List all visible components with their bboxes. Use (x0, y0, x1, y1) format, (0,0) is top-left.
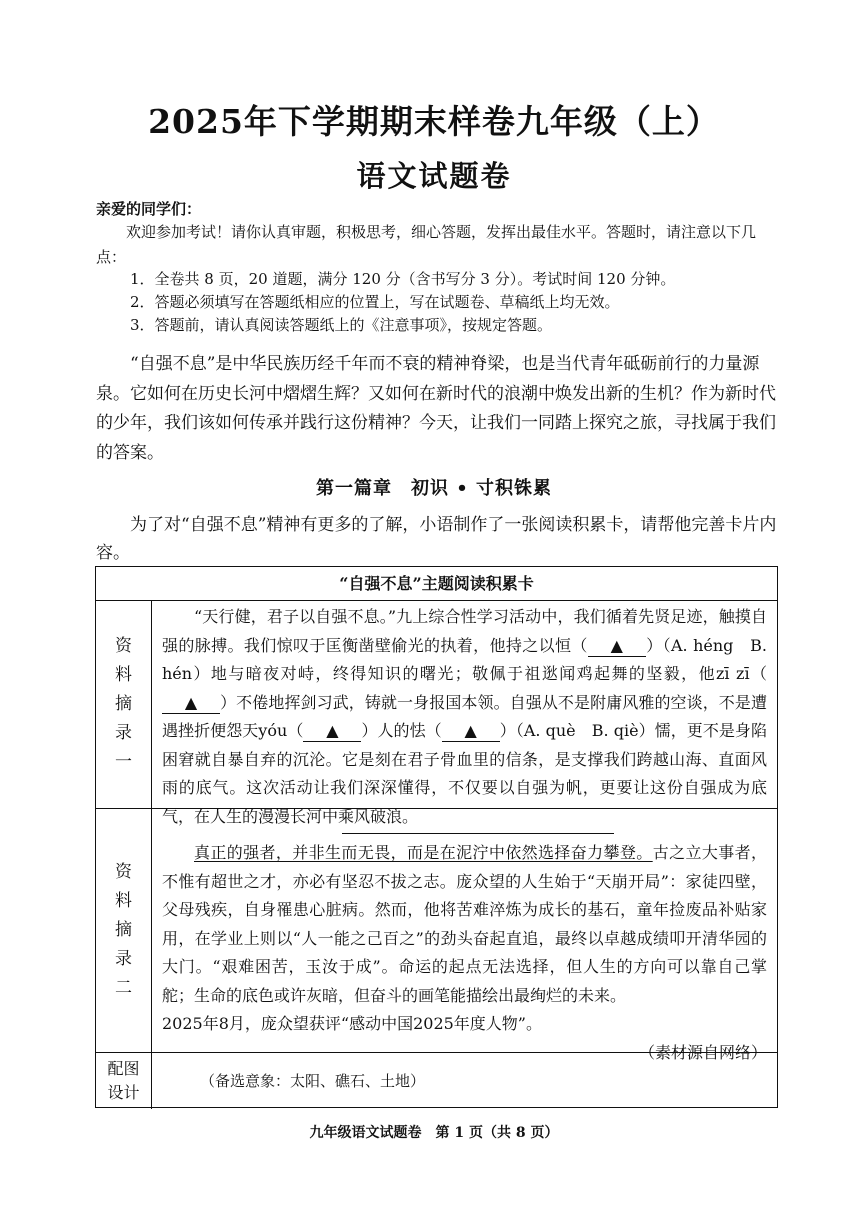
card-row-illustration (96, 1053, 777, 1109)
card-row-excerpt-two (96, 809, 777, 1062)
answer-blank-1[interactable]: ▲ (588, 636, 646, 657)
note-item: 2．答题必须填写在答题纸相应的位置上，写在试题卷、草稿纸上均无效。 (130, 293, 620, 311)
underlined-sentence: 真正的强者，并非生而无畏，而是在泥泞中依然选择奋力攀登。 (194, 843, 653, 862)
answer-blank-2[interactable]: ▲ (162, 693, 220, 714)
reading-card (95, 566, 778, 1108)
source-note: （素材源自网络） (638, 1042, 767, 1062)
chapter-heading: 第一篇章 初识 • 寸积铢累 (315, 478, 553, 499)
row-label: 资料摘录一 (115, 636, 132, 772)
exam-notes (130, 268, 675, 337)
intro-paragraph: “自强不息”是中华民族历经千年而不衰的精神脊梁，也是当代青年砥砺前行的力量源泉。它如何在历史长河中熠熠生辉？又如何在新时代的浪潮中焕发出新的生机？作为新时代的少年，我们该如何传承并践行这份精神？今天，让我们一同踏上探究之旅，寻找属于我们的答案。 (96, 354, 776, 463)
answer-fill-line[interactable] (342, 833, 614, 834)
answer-blank-3[interactable]: ▲ (303, 721, 361, 742)
illustration-options: （备选意象：太阳、礁石、土地） (200, 1072, 426, 1090)
card-title: “自强不息”主题阅读积累卡 (96, 567, 777, 601)
excerpt-two-text: 真正的强者，并非生而无畏，而是在泥泞中依然选择奋力攀登。古之立大事者，不惟有超世之才，亦必有坚忍不拔之志。庞众望的人生始于“天崩开局”：家徒四壁，父母残疾，自身罹患心脏病。然而，他将苦难淬炼为成长的基石，童年捡废品补贴家用，在学业上则以“人一能之己百之”的劲头奋起直追，最终以卓越成绩叩开清华园的大门。“艰难困苦，玉汝于成”。命运的起点无法选择，但人生的方向可以靠自己掌舵；生命的底色或许灰暗，但奋斗的画笔能描绘出最绚烂的未来。 2025年8月，庞众望获评“感动中国2025年度人物”。 （素材源自网络） (162, 839, 767, 1067)
task-instruction: 为了对“自强不息”精神有更多的了解，小语制作了一张阅读积累卡，请帮他完善卡片内容。 (96, 515, 777, 563)
excerpt-one-text: “天行健，君子以自强不息。”九上综合性学习活动中，我们循着先贤足迹，触摸自强的脉搏。我们惊叹于匡衡凿壁偷光的执着，他持之以恒（ ▲ ）（A. héng B. hén）地与暗夜对峙，终得知识的曙光；敬佩于祖逖闻鸡起舞的坚毅，他zī zī（▲ ）不倦地挥剑习武，铸就一身报国本领。自强从不是附庸风雅的空谈，不是遭遇挫折便怨天yóu（ ▲ ）人的怯（ ▲ ）（A. què B. qiè）懦，更不是身陷困窘就自暴自弃的沉沦。它是刻在君子骨血里的信条，是支撑我们跨越山海、直面风雨的底气。这次活动让我们深深懂得，不仅要以自强为帆，更要让这份自强成为底气，在人生的漫漫长河中乘风破浪。 (162, 607, 767, 826)
note-item: 1．全卷共 8 页，20 道题，满分 120 分（含书写分 3 分）。考试时间 120 分钟。 (130, 270, 676, 288)
answer-blank-4[interactable]: ▲ (442, 721, 500, 742)
exam-subtitle: 语文试题卷 (356, 159, 512, 193)
page-footer: 九年级语文试题卷 第 1 页（共 8 页） (309, 1125, 559, 1141)
exam-title: 2025年下学期期末样卷九年级（上） (148, 102, 720, 141)
greeting: 亲爱的同学们： (96, 200, 202, 218)
card-row-excerpt-one (96, 601, 777, 826)
row-label: 资料摘录二 (115, 862, 132, 998)
award-line: 2025年8月，庞众望获评“感动中国2025年度人物”。 (162, 1014, 542, 1033)
welcome-paragraph: 欢迎参加考试！请你认真审题，积极思考，细心答题，发挥出最佳水平。答题时，请注意以下几点： (96, 223, 757, 266)
note-item: 3．答题前，请认真阅读答题纸上的《注意事项》，按规定答题。 (130, 316, 553, 334)
row-label: 配图设计 (107, 1059, 140, 1102)
